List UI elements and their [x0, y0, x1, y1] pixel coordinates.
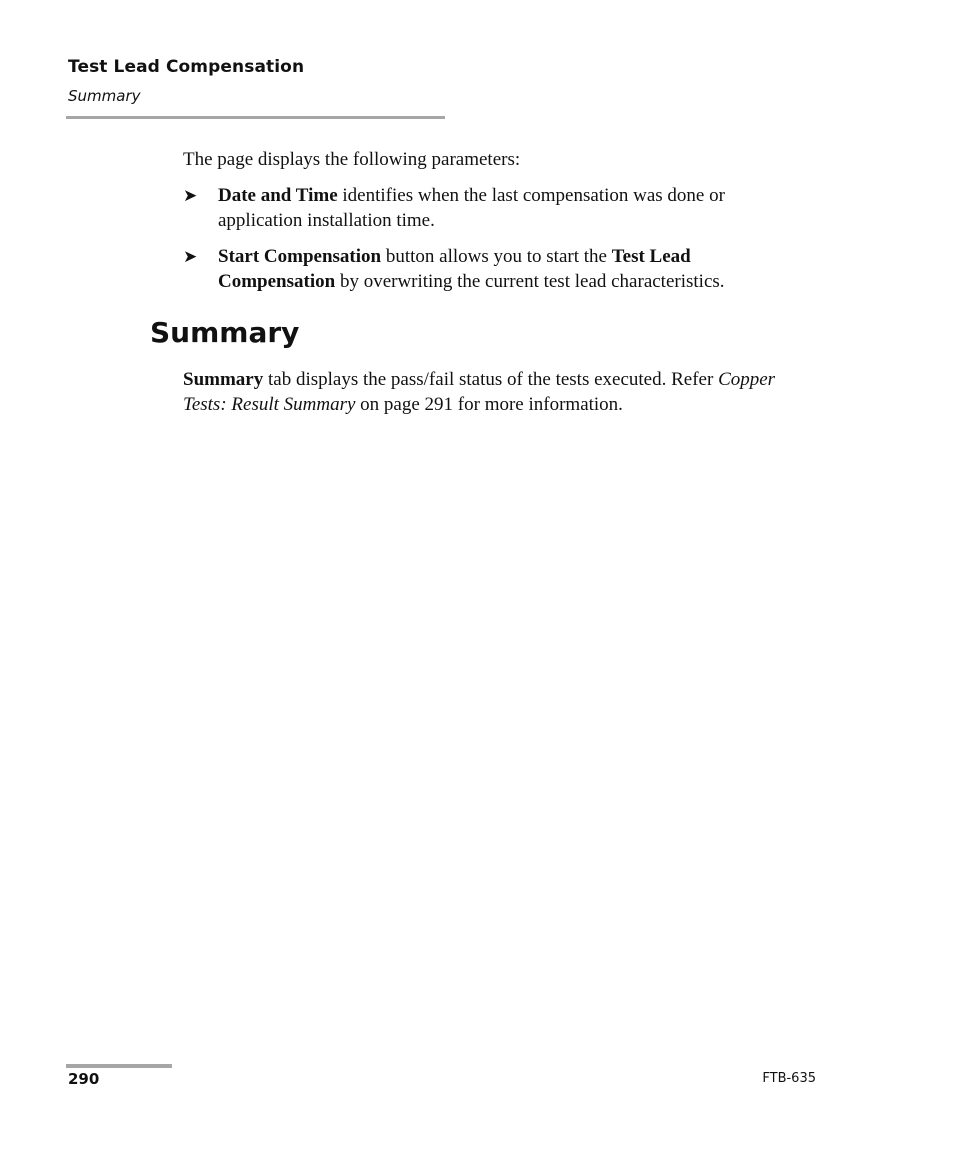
bullet-item-start-compensation	[183, 244, 803, 294]
bullet-text	[218, 183, 803, 233]
running-header-subtitle: Summary	[68, 87, 141, 105]
intro-paragraph: The page displays the following parameters:	[183, 149, 521, 170]
summary-term: Summary	[183, 369, 264, 390]
bullet-term-secondary: Test Lead Compensation	[218, 246, 691, 292]
footer-divider	[66, 1064, 172, 1068]
page-number: 290	[68, 1070, 100, 1088]
summary-text-end: on page 291 for more information.	[355, 394, 623, 415]
arrow-bullet-icon: ➤	[183, 186, 198, 206]
running-header-title: Test Lead Compensation	[68, 57, 305, 77]
arrow-bullet-icon: ➤	[183, 247, 198, 267]
section-heading: Summary	[150, 316, 300, 349]
summary-paragraph	[183, 367, 803, 417]
bullet-description-end: by overwriting the current test lead characteristics.	[335, 271, 725, 292]
bullet-term: Date and Time	[218, 185, 338, 206]
header-divider	[66, 116, 445, 119]
bullet-text	[218, 244, 803, 294]
summary-text: tab displays the pass/fail status of the tests executed. Refer	[263, 369, 719, 390]
bullet-term: Start Compensation	[218, 246, 382, 267]
bullet-description: identifies when the last compensation was done or application installation time.	[218, 185, 725, 231]
product-name: FTB-635	[762, 1071, 816, 1086]
bullet-item-date-and-time	[183, 183, 803, 233]
cross-reference-link[interactable]: Copper Tests: Result Summary	[183, 369, 776, 415]
bullet-description: button allows you to start the	[381, 246, 612, 267]
